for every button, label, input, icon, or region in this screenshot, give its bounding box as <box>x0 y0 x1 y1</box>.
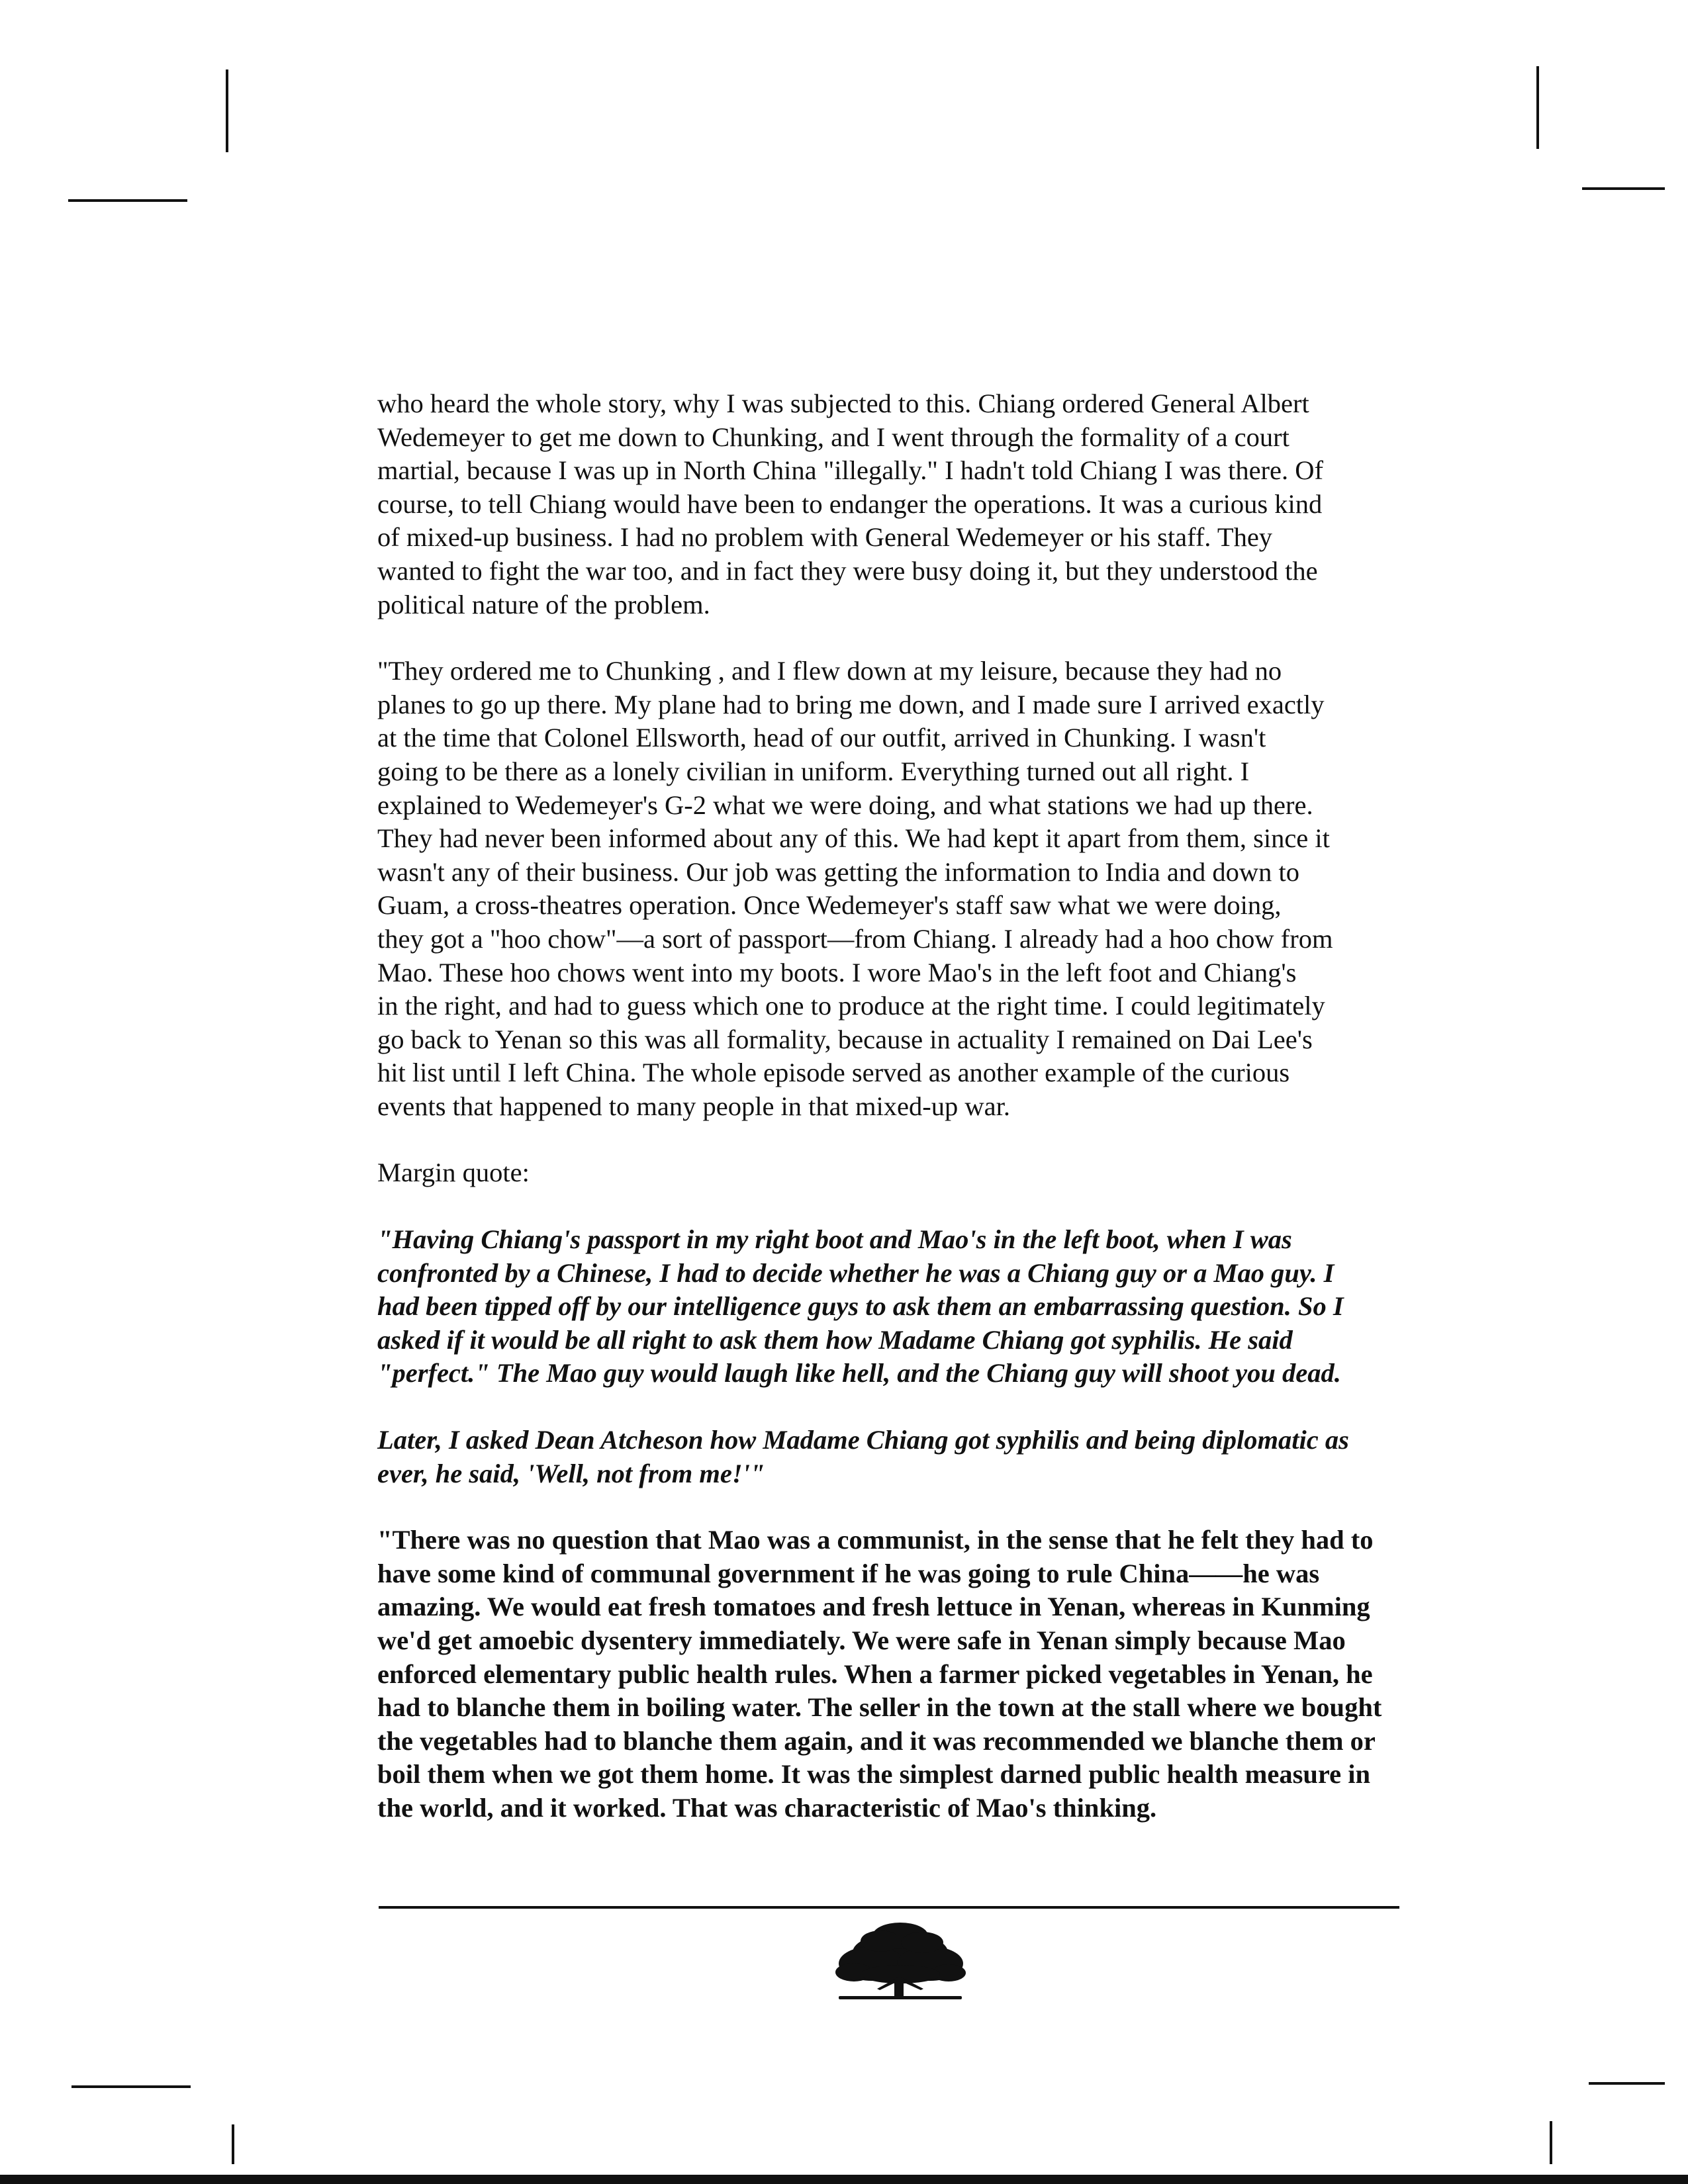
text-line: go back to Yenan so this was all formality, because in actuality I remained on Dai Lee's <box>377 1024 1313 1054</box>
text-line: events that happened to many people in that mixed-up war. <box>377 1091 1010 1121</box>
text-line: wanted to fight the war too, and in fact they were busy doing it, but they understood the <box>377 555 1318 586</box>
paragraph-court-martial <box>377 387 1390 621</box>
crop-mark-top-left-horizontal <box>68 199 187 202</box>
paragraph-chunking <box>377 655 1390 1123</box>
text-line: "Having Chiang's passport in my right boot and Mao's in the left boot, when I was <box>377 1224 1292 1255</box>
oak-tree-icon <box>831 1916 970 2009</box>
text-line: wasn't any of their business. Our job was getting the information to India and down to <box>377 856 1300 887</box>
text-line: Wedemeyer to get me down to Chunking, and I went through the formality of a court <box>377 422 1289 452</box>
text-line: Later, I asked Dean Atcheson how Madame Chiang got syphilis and being diplomatic as <box>377 1425 1349 1455</box>
text-line: had been tipped off by our intelligence guys to ask them an embarrassing question. So I <box>377 1291 1344 1322</box>
margin-quote-heading: Margin quote: <box>377 1158 530 1188</box>
text-line: confronted by a Chinese, I had to decide whether he was a Chiang guy or a Mao guy. I <box>377 1257 1335 1288</box>
crop-mark-bottom-left-vertical <box>232 2124 234 2164</box>
crop-mark-top-right-horizontal <box>1582 187 1665 190</box>
text-line: in the right, and had to guess which one to produce at the right time. I could legitimately <box>377 991 1325 1021</box>
crop-mark-bottom-right-vertical <box>1550 2121 1552 2164</box>
document-body <box>377 387 1390 1858</box>
text-line: explained to Wedemeyer's G-2 what we were doing, and what stations we had up there. <box>377 790 1313 820</box>
text-line: hit list until I left China. The whole episode served as another example of the curious <box>377 1058 1290 1088</box>
text-line: political nature of the problem. <box>377 589 710 619</box>
text-line: ever, he said, 'Well, not from me!'" <box>377 1458 765 1488</box>
text-line: had to blanche them in boiling water. The seller in the town at the stall where we bought <box>377 1692 1382 1723</box>
text-line: Mao. These hoo chows went into my boots. I wore Mao's in the left foot and Chiang's <box>377 957 1297 987</box>
text-line: They had never been informed about any of this. We had kept it apart from them, since it <box>377 823 1330 854</box>
text-line: asked if it would be all right to ask them how Madame Chiang got syphilis. He said <box>377 1324 1293 1355</box>
text-line: who heard the whole story, why I was subjected to this. Chiang ordered General Albert <box>377 388 1309 418</box>
text-line: of mixed-up business. I had no problem with General Wedemeyer or his staff. They <box>377 522 1273 553</box>
margin-quote-atcheson <box>377 1424 1390 1490</box>
text-line: "perfect." The Mao guy would laugh like hell, and the Chiang guy will shoot you dead. <box>377 1358 1341 1388</box>
text-line: going to be there as a lonely civilian in uniform. Everything turned out all right. I <box>377 756 1250 786</box>
paragraph-mao-communist <box>377 1524 1390 1825</box>
text-line: enforced elementary public health rules. When a farmer picked vegetables in Yenan, he <box>377 1659 1373 1689</box>
crop-mark-bottom-right-horizontal <box>1589 2082 1665 2085</box>
text-line: "They ordered me to Chunking , and I flew down at my leisure, because they had no <box>377 656 1282 686</box>
text-line: "There was no question that Mao was a communist, in the sense that he felt they had to <box>377 1525 1374 1555</box>
text-line: we'd get amoebic dysentery immediately. We were safe in Yenan simply because Mao <box>377 1625 1346 1655</box>
text-line: Guam, a cross-theatres operation. Once Wedemeyer's staff saw what we were doing, <box>377 890 1282 921</box>
text-line: have some kind of communal government if he was going to rule China——he was <box>377 1558 1320 1588</box>
text-line: boil them when we got them home. It was the simplest darned public health measure in <box>377 1759 1371 1790</box>
crop-mark-top-right-vertical <box>1536 66 1539 149</box>
text-line: planes to go up there. My plane had to bring me down, and I made sure I arrived exactly <box>377 689 1325 719</box>
scan-bottom-edge <box>0 2175 1688 2184</box>
text-line: course, to tell Chiang would have been to endanger the operations. It was a curious kind <box>377 488 1323 519</box>
footer-rule <box>379 1906 1399 1909</box>
text-line: amazing. We would eat fresh tomatoes and fresh lettuce in Yenan, whereas in Kunming <box>377 1592 1370 1622</box>
text-line: at the time that Colonel Ellsworth, head of our outfit, arrived in Chunking. I wasn't <box>377 723 1266 753</box>
text-line: they got a "hoo chow"—a sort of passport—from Chiang. I already had a hoo chow from <box>377 923 1333 954</box>
text-line: martial, because I was up in North China "illegally." I hadn't told Chiang I was there. Of <box>377 455 1323 486</box>
margin-quote-passport <box>377 1223 1390 1390</box>
crop-mark-bottom-left-horizontal <box>71 2085 191 2088</box>
crop-mark-top-left-vertical <box>226 69 228 152</box>
text-line: the vegetables had to blanche them again, and it was recommended we blanche them or <box>377 1725 1376 1756</box>
text-line: the world, and it worked. That was characteristic of Mao's thinking. <box>377 1792 1157 1823</box>
